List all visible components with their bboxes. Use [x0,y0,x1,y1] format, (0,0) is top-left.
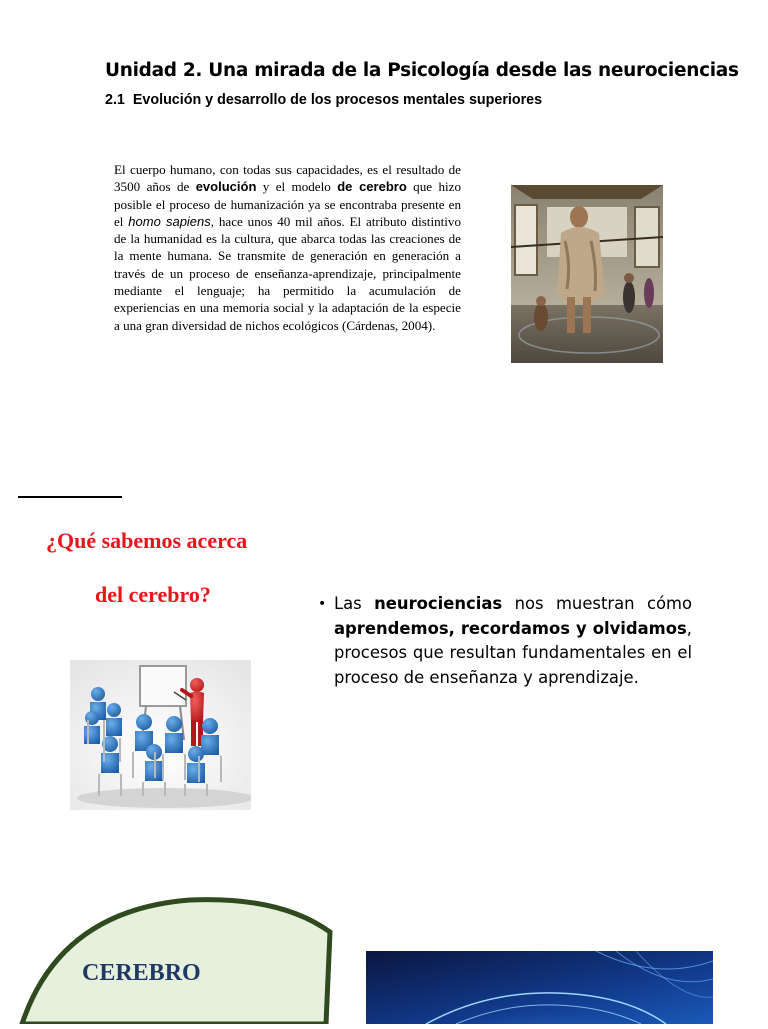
intro-text-1: El cuerpo humano, con todas sus capacidades, es el resultado de 3500 años de [114,162,461,195]
intro-text-3: que hizo posible el proceso de humanización ya se encontraba presente en el [114,179,461,229]
bullet-text-3: , procesos que resultan fundamentales en el proceso de enseñanza y aprendizaje. [334,618,692,687]
bullet-text-1: Las [334,594,375,613]
neurociencias-bullet [318,592,692,690]
brain-image [366,951,713,1024]
divider-line [18,496,122,498]
bullet-bold-verbs: aprendemos, recordamos y olvidamos [334,618,687,638]
bullet-bold-neurociencias: neurociencias [374,594,503,613]
intro-bold-evolucion: evolución [195,179,257,195]
question-heading-line2: del cerebro? [95,582,211,607]
classroom-illustration [70,660,251,810]
bullet-icon: • [318,596,327,612]
intro-bold-cerebro: de cerebro [337,179,407,195]
subtitle-number: 2.1 [105,92,125,108]
section-subtitle [105,92,542,108]
page-title: Unidad 2. Una mirada de la Psicología desde las neurociencias [105,60,739,81]
intro-paragraph [114,161,461,334]
question-heading-line1: ¿Qué sabemos acerca [46,528,248,553]
bullet-text [334,592,692,690]
intro-italic-homo-sapiens: homo sapiens [128,213,211,229]
intro-text-2: y el modelo [256,179,338,195]
cerebro-heading: CEREBRO [82,960,201,986]
homo-sapiens-photo [511,185,663,363]
cerebro-section-shape [0,880,360,1024]
subtitle-text: Evolución y desarrollo de los procesos mentales superiores [132,92,543,108]
bullet-text-2: nos muestran cómo [502,594,692,613]
intro-text-4: , hace unos 40 mil años. El atributo distintivo de la humanidad es la cultura, que abarca todas las creaciones de la mente humana. Se transmite de generación en generación a través de un proceso de enseñanza-aprendizaje, principalmente mediante el lenguaje; ha permitido la acumulación de experiencias en una memoria social y la adaptación de la especie a una gran diversidad de nichos ecológicos (Cárdenas, 2004). [114,213,461,333]
